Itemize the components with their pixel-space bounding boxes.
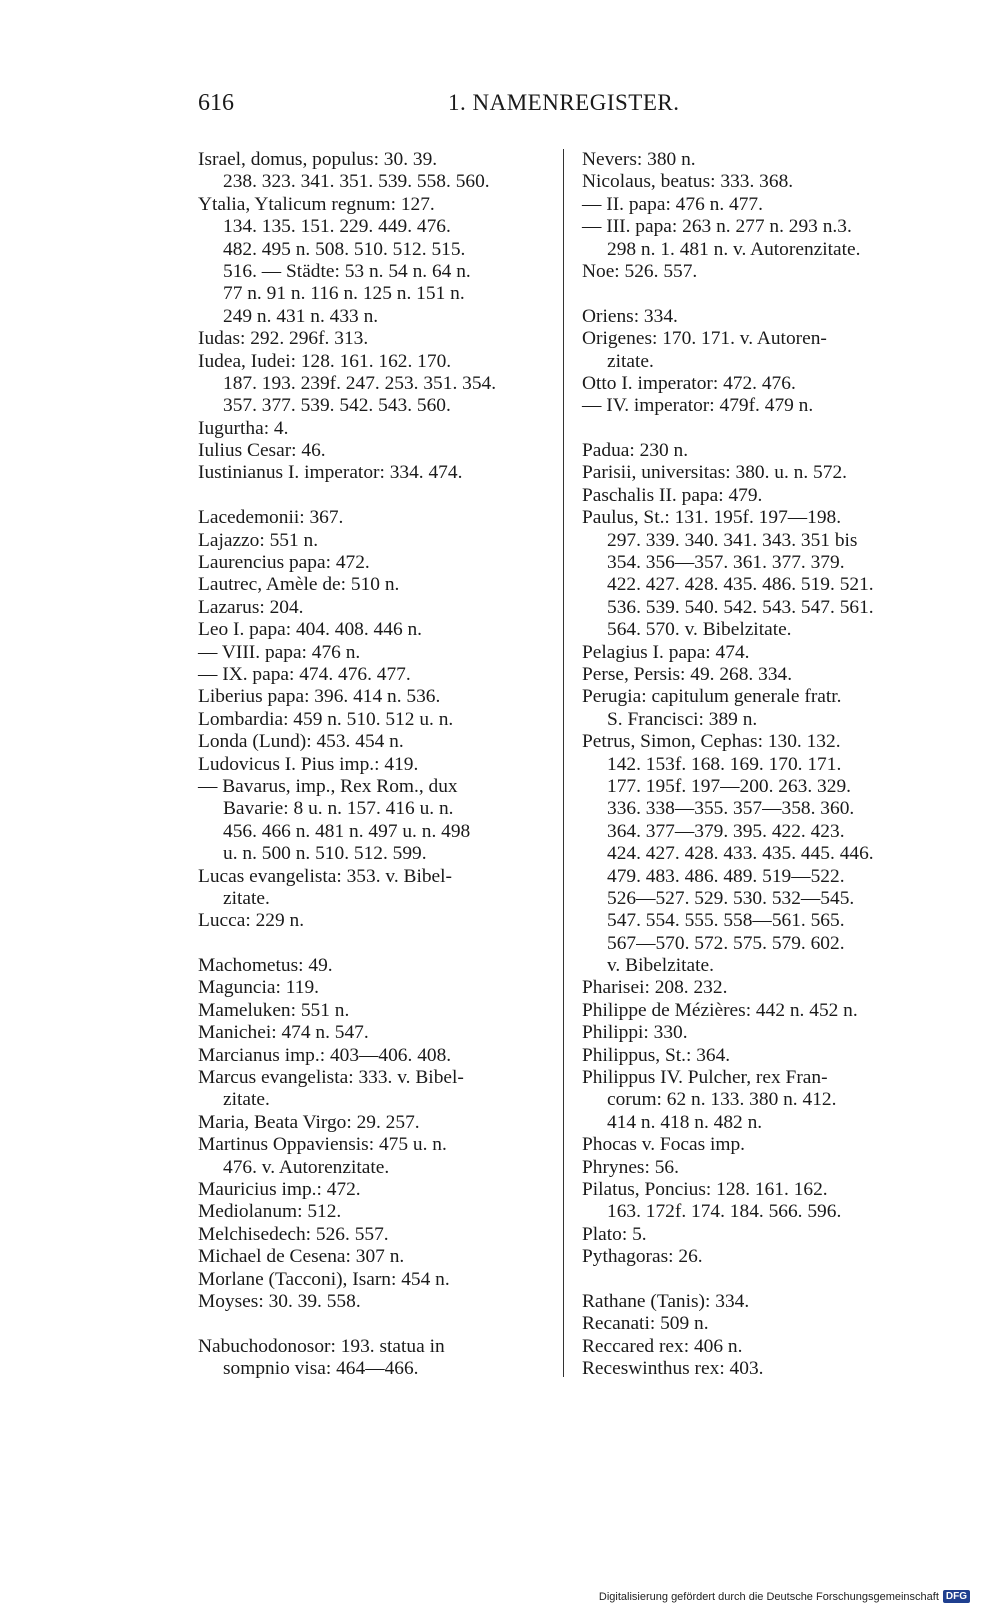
index-entry-line: Origenes: 170. 171. v. Autoren- — [582, 328, 827, 350]
index-entry-line: Liberius papa: 396. 414 n. 536. — [198, 686, 441, 708]
index-entry-line: 142. 153f. 168. 169. 170. 171. — [607, 753, 842, 775]
page-number: 616 — [198, 90, 234, 116]
index-entry-line: Moyses: 30. 39. 558. — [198, 1290, 361, 1312]
index-entry-line: Iudas: 292. 296f. 313. — [198, 328, 369, 350]
index-entry-line: Manichei: 474 n. 547. — [198, 1022, 369, 1044]
index-entry-line: Iustinianus I. imperator: 334. 474. — [198, 462, 463, 484]
index-entry-line: Reccared rex: 406 n. — [582, 1335, 743, 1357]
index-entry-line: Ytalia, Ytalicum regnum: 127. — [198, 193, 435, 215]
index-entry-line: Petrus, Simon, Cephas: 130. 132. — [582, 731, 841, 753]
index-entry-line: zitate. — [607, 350, 654, 372]
index-entry-line: 177. 195f. 197—200. 263. 329. — [607, 775, 851, 797]
index-entry-line: Philippus, St.: 364. — [582, 1044, 731, 1066]
blank-line — [198, 933, 538, 955]
index-entry-line: Lucas evangelista: 353. v. Bibel- — [198, 865, 452, 887]
index-entry-line: Lajazzo: 551 n. — [198, 529, 319, 551]
index-entry-line: Pharisei: 208. 232. — [582, 977, 728, 999]
index-entry-line: sompnio visa: 464—466. — [223, 1358, 419, 1380]
index-entry-line: u. n. 500 n. 510. 512. 599. — [223, 843, 427, 865]
footer-text: Digitalisierung gefördert durch die Deutsche Forschungsgemeinschaft — [598, 1590, 939, 1603]
index-entry-line: 479. 483. 486. 489. 519—522. — [607, 865, 845, 887]
index-entry-line: Mameluken: 551 n. — [198, 999, 350, 1021]
column-divider — [563, 149, 564, 1377]
index-entry-line: 567—570. 572. 575. 579. 602. — [607, 932, 845, 954]
index-column-right — [582, 149, 927, 1380]
blank-line — [582, 1269, 927, 1291]
index-entry-line: S. Francisci: 389 n. — [607, 708, 758, 730]
index-entry-line: 298 n. 1. 481 n. v. Autorenzitate. — [607, 238, 861, 260]
index-entry-line: Pelagius I. papa: 474. — [582, 641, 750, 663]
index-entry-line: Paschalis II. papa: 479. — [582, 484, 763, 506]
page-title: 1. NAMENREGISTER. — [448, 90, 680, 115]
index-entry-line: Israel, domus, populus: 30. 39. — [198, 149, 438, 170]
index-entry-line: — IX. papa: 474. 476. 477. — [198, 663, 411, 685]
index-entry-line: corum: 62 n. 133. 380 n. 412. — [607, 1089, 837, 1111]
index-entry-line: Rathane (Tanis): 334. — [582, 1290, 750, 1312]
index-entry-line: Ludovicus I. Pius imp.: 419. — [198, 753, 419, 775]
index-entry-line: Lazarus: 204. — [198, 596, 304, 618]
index-entry-line: Lautrec, Amèle de: 510 n. — [198, 574, 400, 596]
index-entry-line: 476. v. Autorenzitate. — [223, 1156, 390, 1178]
index-entry-line: 414 n. 418 n. 482 n. — [607, 1111, 763, 1133]
blank-line — [198, 485, 538, 507]
index-entry-line: Nicolaus, beatus: 333. 368. — [582, 171, 794, 193]
index-entry-line: 536. 539. 540. 542. 543. 547. 561. — [607, 596, 874, 618]
index-entry-line: Paulus, St.: 131. 195f. 197—198. — [582, 507, 842, 529]
index-entry-line: Perse, Persis: 49. 268. 334. — [582, 663, 793, 685]
index-entry-line: Iulius Cesar: 46. — [198, 440, 326, 462]
index-entry-line: 424. 427. 428. 433. 435. 445. 446. — [607, 843, 874, 865]
index-entry-line: Parisii, universitas: 380. u. n. 572. — [582, 462, 847, 484]
index-entry-line: 134. 135. 151. 229. 449. 476. — [223, 216, 451, 238]
index-entry-line: 249 n. 431 n. 433 n. — [223, 305, 379, 327]
index-entry-line: Plato: 5. — [582, 1223, 647, 1245]
index-entry-line: Padua: 230 n. — [582, 440, 689, 462]
blank-line — [582, 283, 927, 305]
index-entry-line: Nabuchodonosor: 193. statua in — [198, 1335, 445, 1357]
index-entry-line: — IV. imperator: 479f. 479 n. — [582, 395, 814, 417]
index-entry-line: 77 n. 91 n. 116 n. 125 n. 151 n. — [223, 283, 465, 305]
index-entry-line: 526—527. 529. 530. 532—545. — [607, 887, 855, 909]
index-entry-line: Marcianus imp.: 403—406. 408. — [198, 1044, 452, 1066]
index-entry-line: 364. 377—379. 395. 422. 423. — [607, 820, 845, 842]
index-entry-line: Iudea, Iudei: 128. 161. 162. 170. — [198, 350, 452, 372]
index-entry-line: — Bavarus, imp., Rex Rom., dux — [198, 775, 458, 797]
index-entry-line: Pythagoras: 26. — [582, 1246, 703, 1268]
index-entry-line: 163. 172f. 174. 184. 566. 596. — [607, 1201, 842, 1223]
index-entry-line: Receswinthus rex: 403. — [582, 1358, 764, 1380]
index-entry-line: Maria, Beata Virgo: 29. 257. — [198, 1111, 420, 1133]
index-entry-line: Machometus: 49. — [198, 955, 333, 977]
index-entry-line: 354. 356—357. 361. 377. 379. — [607, 552, 845, 574]
index-entry-line: Mediolanum: 512. — [198, 1201, 342, 1223]
index-entry-line: 564. 570. v. Bibelzitate. — [607, 619, 792, 641]
index-column-left — [198, 149, 538, 1380]
index-entry-line: Lucca: 229 n. — [198, 910, 305, 932]
blank-line — [198, 1313, 538, 1335]
index-entry-line: 547. 554. 555. 558—561. 565. — [607, 910, 845, 932]
index-entry-line: Leo I. papa: 404. 408. 446 n. — [198, 619, 423, 641]
index-entry-line: 336. 338—355. 357—358. 360. — [607, 798, 855, 820]
index-entry-line: 456. 466 n. 481 n. 497 u. n. 498 — [223, 820, 471, 842]
index-entry-line: Perugia: capitulum generale fratr. — [582, 686, 842, 708]
index-entry-line: Michael de Cesena: 307 n. — [198, 1246, 405, 1268]
index-entry-line: 187. 193. 239f. 247. 253. 351. 354. — [223, 372, 497, 394]
index-entry-line: Melchisedech: 526. 557. — [198, 1223, 389, 1245]
index-entry-line: Lombardia: 459 n. 510. 512 u. n. — [198, 708, 454, 730]
footer-credit — [599, 1590, 970, 1603]
index-entry-line: Nevers: 380 n. — [582, 149, 696, 170]
index-entry-line: Bavarie: 8 u. n. 157. 416 u. n. — [223, 798, 454, 820]
index-entry-line: Phocas v. Focas imp. — [582, 1134, 746, 1156]
index-entry-line: Lacedemonii: 367. — [198, 507, 344, 529]
index-entry-line: Marcus evangelista: 333. v. Bibel- — [198, 1067, 464, 1089]
index-entry-line: Maguncia: 119. — [198, 977, 319, 999]
index-entry-line: Laurencius papa: 472. — [198, 552, 370, 574]
index-entry-line: 422. 427. 428. 435. 486. 519. 521. — [607, 574, 874, 596]
index-entry-line: zitate. — [223, 1089, 270, 1111]
index-entry-line: Phrynes: 56. — [582, 1156, 679, 1178]
index-entry-line: Mauricius imp.: 472. — [198, 1178, 361, 1200]
index-entry-line: Oriens: 334. — [582, 305, 678, 327]
index-entry-line: — VIII. papa: 476 n. — [198, 641, 361, 663]
index-entry-line: Philippus IV. Pulcher, rex Fran- — [582, 1067, 828, 1089]
index-entry-line: 238. 323. 341. 351. 539. 558. 560. — [223, 171, 490, 193]
index-entry-line: zitate. — [223, 887, 270, 909]
index-entry-line: Pilatus, Poncius: 128. 161. 162. — [582, 1178, 828, 1200]
index-entry-line: 482. 495 n. 508. 510. 512. 515. — [223, 238, 466, 260]
index-entry-line: 516. — Städte: 53 n. 54 n. 64 n. — [223, 260, 471, 282]
dfg-logo: DFG — [943, 1590, 970, 1603]
index-entry-line: Morlane (Tacconi), Isarn: 454 n. — [198, 1268, 450, 1290]
index-entry-line: — II. papa: 476 n. 477. — [582, 193, 763, 215]
index-entry-line: Philippe de Mézières: 442 n. 452 n. — [582, 999, 858, 1021]
index-entry-line: Martinus Oppaviensis: 475 u. n. — [198, 1134, 447, 1156]
index-entry-line: 297. 339. 340. 341. 343. 351 bis — [607, 529, 858, 551]
index-entry-line: Philippi: 330. — [582, 1022, 688, 1044]
index-entry-line: Otto I. imperator: 472. 476. — [582, 372, 796, 394]
index-entry-line: — III. papa: 263 n. 277 n. 293 n.3. — [582, 216, 852, 238]
index-entry-line: Londa (Lund): 453. 454 n. — [198, 731, 404, 753]
index-entry-line: v. Bibelzitate. — [607, 955, 714, 977]
index-entry-line: 357. 377. 539. 542. 543. 560. — [223, 395, 451, 417]
index-entry-line: Recanati: 509 n. — [582, 1313, 709, 1335]
index-entry-line: Noe: 526. 557. — [582, 260, 698, 282]
blank-line — [582, 418, 927, 440]
index-entry-line: Iugurtha: 4. — [198, 417, 289, 439]
